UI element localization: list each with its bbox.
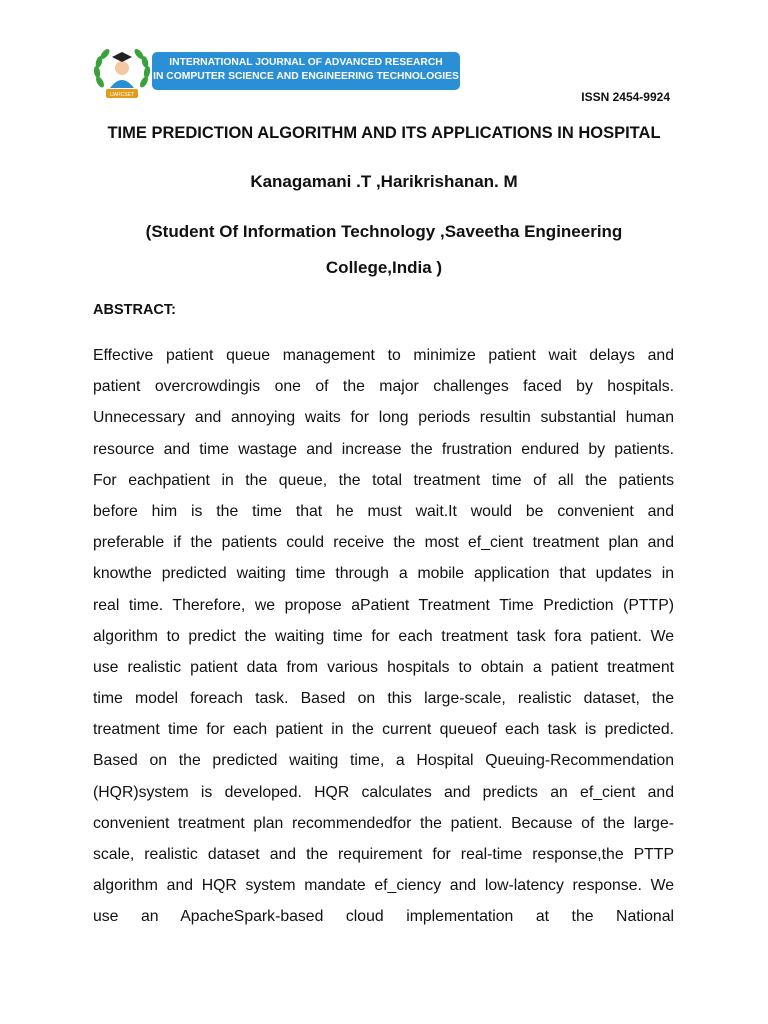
abstract-line: Effective patient queue management to minimize patient wait delays and: [93, 347, 674, 364]
abstract-line: use realistic patient data from various hospitals to obtain a patient treatment: [93, 658, 674, 676]
journal-name-line1: INTERNATIONAL JOURNAL OF ADVANCED RESEARCH: [169, 57, 443, 68]
abstract-line: algorithm to predict the waiting time for each treatment task fora patient. We: [93, 627, 674, 645]
abstract-heading: ABSTRACT:: [93, 302, 176, 318]
author-affiliation: [110, 214, 658, 286]
abstract-line: before him is the time that he must wait.It would be convenient and: [93, 502, 674, 520]
journal-header: [92, 44, 464, 102]
abstract-line: algorithm and HQR system mandate ef_ciency and low-latency response. We: [93, 877, 674, 895]
paper-authors: Kanagamani .T ,Harikrishanan. M: [250, 172, 518, 191]
abstract-line: Based on the predicted waiting time, a Hospital Queuing-Recommendation: [93, 752, 674, 770]
abstract-line: use an ApacheSpark-based cloud implementation at the National: [93, 908, 674, 926]
abstract-line: For eachpatient in the queue, the total treatment time of all the patients: [93, 471, 674, 489]
abstract-line: treatment time for each patient in the current queueof each task is predicted.: [93, 721, 674, 739]
abstract-line: Unnecessary and annoying waits for long periods resultin substantial human: [93, 409, 674, 427]
emblem-text: IJARCSET: [109, 92, 135, 98]
issn-number: ISSN 2454-9924: [581, 90, 670, 104]
abstract-line: time model foreach task. Based on this large-scale, realistic dataset, the: [93, 690, 674, 708]
abstract-line: knowthe predicted waiting time through a mobile application that updates in: [93, 565, 674, 583]
abstract-line: convenient treatment plan recommendedfor the patient. Because of the large-: [93, 814, 674, 832]
journal-logo-emblem: [92, 44, 152, 102]
abstract-line: resource and time wastage and increase the frustration endured by patients.: [93, 440, 674, 458]
abstract-body: [93, 340, 674, 933]
journal-name-banner: [152, 52, 460, 90]
abstract-line: scale, realistic dataset and the requirement for real-time response,the PTTP: [93, 846, 674, 863]
abstract-line: real time. Therefore, we propose aPatient Treatment Time Prediction (PTTP): [93, 596, 674, 614]
abstract-line: (HQR)system is developed. HQR calculates and predicts an ef_cient and: [93, 783, 674, 801]
abstract-line: preferable if the patients could receive the most ef_cient treatment plan and: [93, 534, 674, 552]
affiliation-line1: (Student Of Information Technology ,Saveetha Engineering: [145, 222, 623, 241]
abstract-line: patient overcrowdingis one of the major challenges faced by hospitals.: [93, 378, 674, 396]
journal-name-line2: IN COMPUTER SCIENCE AND ENGINEERING TECHNOLOGIES: [153, 71, 459, 82]
paper-title: TIME PREDICTION ALGORITHM AND ITS APPLICATIONS IN HOSPITAL: [107, 124, 661, 142]
affiliation-line2: College,India ): [325, 258, 443, 277]
